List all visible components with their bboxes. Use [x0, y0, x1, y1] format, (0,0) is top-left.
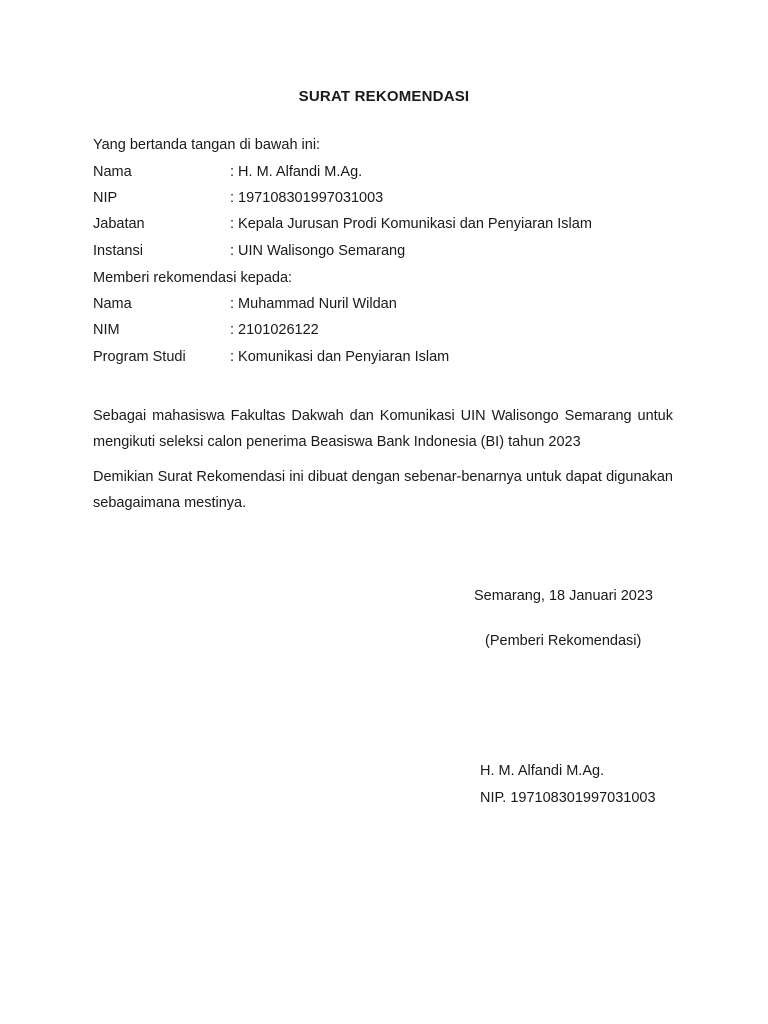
letter-title: SURAT REKOMENDASI: [298, 88, 470, 105]
signer-name-value: : H. M. Alfandi M.Ag.: [230, 164, 363, 180]
signer-position-label: Jabatan: [93, 216, 145, 232]
purpose-paragraph: Sebagai mahasiswa Fakultas Dakwah dan Komunikasi UIN Walisongo Semarang untuk mengikuti seleksi calon penerima Beasiswa Bank Indonesia (BI) tahun 2023: [93, 408, 673, 450]
signature-nip: NIP. 197108301997031003: [480, 790, 656, 806]
signer-position-value: : Kepala Jurusan Prodi Komunikasi dan Penyiaran Islam: [230, 216, 592, 232]
intro-text: Yang bertanda tangan di bawah ini:: [93, 137, 321, 153]
signer-nip-label: NIP: [93, 190, 118, 206]
recipient-nim-value: : 2101026122: [230, 322, 319, 338]
signer-name-label: Nama: [93, 164, 132, 180]
closing-paragraph: Demikian Surat Rekomendasi ini dibuat dengan sebenar-benarnya untuk dapat digunakan sebagaimana mestinya.: [93, 469, 673, 511]
signer-nip-value: : 197108301997031003: [230, 190, 384, 206]
signer-institution-label: Instansi: [93, 243, 143, 259]
signer-role: (Pemberi Rekomendasi): [485, 633, 642, 649]
recipient-program-value: : Komunikasi dan Penyiaran Islam: [230, 349, 450, 365]
recommend-intro: Memberi rekomendasi kepada:: [93, 270, 293, 286]
signer-institution-value: : UIN Walisongo Semarang: [230, 243, 406, 259]
recipient-name-value: : Muhammad Nuril Wildan: [230, 296, 397, 312]
recipient-program-label: Program Studi: [93, 349, 186, 365]
recipient-name-label: Nama: [93, 296, 132, 312]
recipient-nim-label: NIM: [93, 322, 120, 338]
signature-name: H. M. Alfandi M.Ag.: [480, 763, 605, 779]
place-date: Semarang, 18 Januari 2023: [474, 588, 653, 604]
